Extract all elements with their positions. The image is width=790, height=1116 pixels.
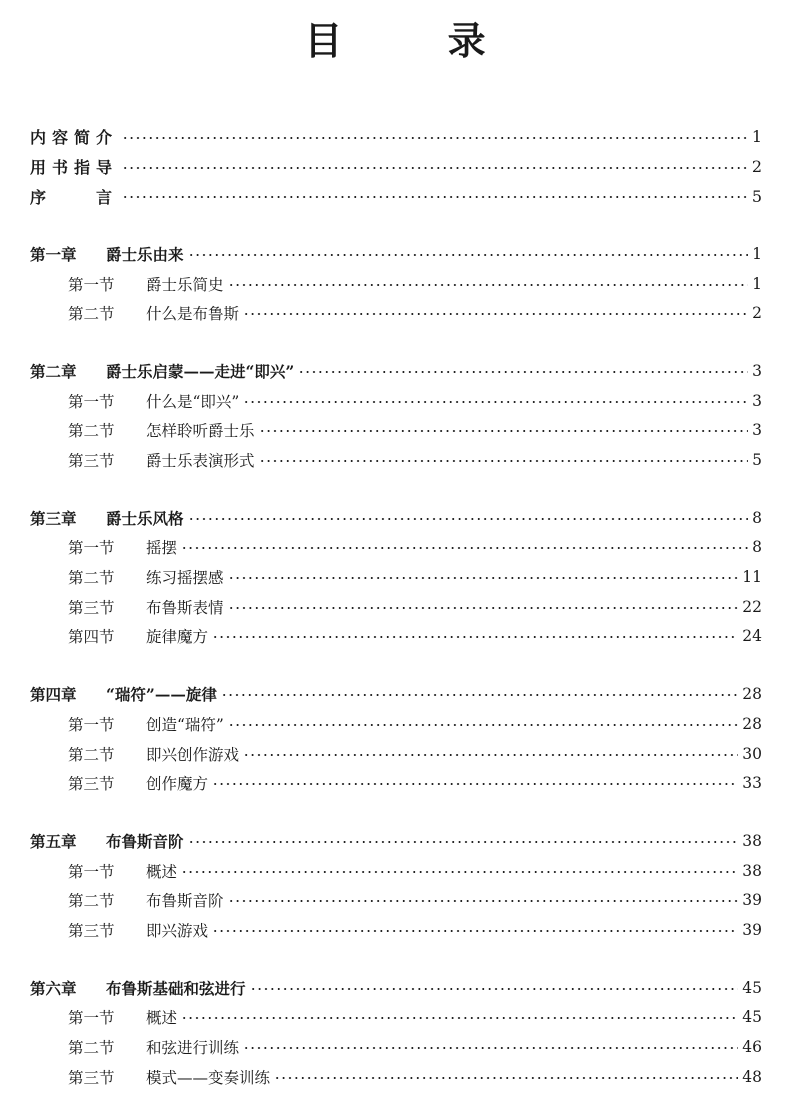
section-title: 什么是“即兴” (146, 392, 240, 411)
front-entry-label: 序 言 (30, 187, 119, 207)
dot-leader (212, 783, 738, 785)
dot-leader (243, 313, 748, 315)
chapter-number: 第五章 (30, 831, 77, 851)
page-number: 5 (751, 186, 762, 206)
section-label (68, 419, 255, 441)
page-number: 45 (742, 1008, 762, 1027)
section-label (68, 889, 224, 911)
section-number: 第二节 (68, 305, 115, 324)
page-number: 1 (751, 127, 762, 147)
chapter-number: 第六章 (30, 978, 77, 998)
table-of-contents (0, 122, 790, 1092)
page-number: 39 (742, 920, 762, 939)
section-number: 第三节 (68, 598, 115, 617)
dot-leader (228, 607, 739, 609)
toc-section-entry[interactable] (0, 269, 790, 299)
front-entry-label: 内容简介 (30, 128, 119, 148)
page-number: 46 (742, 1038, 762, 1057)
toc-section-entry[interactable] (0, 592, 790, 622)
dot-leader (259, 430, 748, 432)
toc-section-entry[interactable] (0, 1003, 790, 1033)
toc-section-entry[interactable] (0, 298, 790, 328)
section-number: 第二节 (68, 1039, 115, 1058)
section-number: 第四节 (68, 628, 115, 647)
section-number: 第一节 (68, 1009, 115, 1028)
section-label (68, 302, 239, 324)
chapter-number: 第一章 (30, 244, 77, 264)
chapter-title: 爵士乐由来 (106, 244, 184, 264)
section-title: 怎样聆听爵士乐 (146, 422, 255, 441)
page-number: 33 (742, 774, 762, 793)
section-number: 第二节 (68, 892, 115, 911)
page-number: 3 (752, 391, 762, 410)
section-number: 第二节 (68, 569, 115, 588)
section-label (68, 743, 239, 765)
chapter-title: 布鲁斯音阶 (106, 831, 184, 851)
section-title: 摇摆 (146, 539, 178, 558)
page-number: 48 (742, 1067, 762, 1086)
section-gap (0, 211, 790, 239)
page-number: 38 (742, 831, 762, 850)
page-number: 5 (752, 451, 762, 470)
toc-chapter-entry[interactable] (0, 239, 790, 269)
toc-section-entry[interactable] (0, 445, 790, 475)
dot-leader (181, 547, 748, 549)
section-label (68, 1066, 270, 1088)
section-label (68, 596, 224, 618)
section-title: 练习摇摆感 (146, 569, 224, 588)
chapter-label (30, 830, 184, 852)
toc-front-entry[interactable] (0, 152, 790, 182)
section-label (68, 772, 208, 794)
dot-leader (228, 577, 739, 579)
section-label (68, 625, 208, 647)
page-number: 11 (742, 568, 762, 587)
section-label (68, 1006, 177, 1028)
chapter-number: 第三章 (30, 508, 77, 528)
page-number: 3 (752, 421, 762, 440)
toc-section-entry[interactable] (0, 885, 790, 915)
section-number: 第一节 (68, 862, 115, 881)
section-title: 布鲁斯表情 (146, 598, 224, 617)
toc-section-entry[interactable] (0, 709, 790, 739)
toc-front-entry[interactable] (0, 181, 790, 211)
toc-section-entry[interactable] (0, 915, 790, 945)
page-number: 8 (752, 538, 762, 557)
toc-section-entry[interactable] (0, 622, 790, 652)
page-number: 1 (752, 244, 762, 263)
dot-leader (228, 724, 738, 726)
section-label (68, 273, 224, 295)
section-number: 第三节 (68, 452, 115, 471)
section-number: 第二节 (68, 422, 115, 441)
section-label (68, 566, 224, 588)
toc-section-entry[interactable] (0, 1062, 790, 1092)
toc-section-entry[interactable] (0, 533, 790, 563)
dot-leader (221, 694, 738, 696)
section-number: 第二节 (68, 745, 115, 764)
toc-section-entry[interactable] (0, 856, 790, 886)
page-number: 38 (742, 861, 762, 880)
toc-chapter-entry[interactable] (0, 503, 790, 533)
section-label (68, 536, 177, 558)
dot-leader (259, 460, 748, 462)
toc-chapter-entry[interactable] (0, 973, 790, 1003)
chapter-number: 第二章 (30, 361, 77, 381)
section-number: 第三节 (68, 775, 115, 794)
page-number: 3 (752, 361, 762, 380)
section-gap (0, 798, 790, 826)
section-title: 爵士乐简史 (146, 275, 224, 294)
section-number: 第一节 (68, 275, 115, 294)
section-gap (0, 328, 790, 356)
page-number: 8 (752, 508, 762, 527)
toc-chapter-entry[interactable] (0, 679, 790, 709)
section-title: 模式——变奏训练 (146, 1068, 271, 1087)
section-title: 创作魔方 (146, 775, 209, 794)
section-title: 旋律魔方 (146, 628, 209, 647)
page-number: 45 (742, 978, 762, 997)
toc-section-entry[interactable] (0, 386, 790, 416)
section-label (68, 1036, 239, 1058)
toc-chapter-entry[interactable] (0, 356, 790, 386)
dot-leader (298, 371, 748, 373)
dot-leader (243, 1047, 738, 1049)
chapter-label (30, 507, 184, 529)
dot-leader (122, 137, 748, 139)
toc-chapter-entry[interactable] (0, 826, 790, 856)
section-number: 第三节 (68, 1068, 115, 1087)
dot-leader (188, 518, 748, 520)
dot-leader (250, 988, 739, 990)
page-number: 28 (742, 685, 762, 704)
section-title: 即兴创作游戏 (146, 745, 240, 764)
page-number: 28 (742, 714, 762, 733)
section-title: 布鲁斯音阶 (146, 892, 224, 911)
section-title: 概述 (146, 1009, 178, 1028)
dot-leader (181, 1017, 738, 1019)
page-number: 2 (752, 304, 762, 323)
page-number: 30 (742, 744, 762, 763)
page-title: 目 录 (304, 18, 532, 63)
section-number: 第一节 (68, 392, 115, 411)
dot-leader (228, 900, 739, 902)
chapter-title: 爵士乐风格 (106, 508, 184, 528)
chapter-title: 布鲁斯基础和弦进行 (106, 978, 246, 998)
section-label (68, 860, 177, 882)
page-number: 24 (742, 627, 762, 646)
page-number: 1 (752, 274, 762, 293)
toc-section-entry[interactable] (0, 768, 790, 798)
dot-leader (243, 401, 748, 403)
toc-section-entry[interactable] (0, 739, 790, 769)
section-label (68, 390, 239, 412)
section-title: 和弦进行训练 (146, 1039, 240, 1058)
section-gap (0, 475, 790, 503)
page-number: 39 (742, 891, 762, 910)
section-title: 即兴游戏 (146, 921, 209, 940)
dot-leader (212, 930, 738, 932)
toc-section-entry[interactable] (0, 1032, 790, 1062)
section-number: 第三节 (68, 921, 115, 940)
chapter-label (30, 360, 294, 382)
section-title: 创造“瑞符” (146, 715, 224, 734)
chapter-label (30, 683, 217, 705)
dot-leader (188, 841, 739, 843)
toc-section-entry[interactable] (0, 562, 790, 592)
section-label (68, 919, 208, 941)
section-title: 概述 (146, 862, 178, 881)
dot-leader (181, 871, 738, 873)
dot-leader (122, 196, 748, 198)
dot-leader (188, 254, 748, 256)
chapter-title: 爵士乐启蒙——走进“即兴” (106, 361, 295, 381)
dot-leader (212, 636, 738, 638)
toc-front-entry[interactable] (0, 122, 790, 152)
toc-section-entry[interactable] (0, 416, 790, 446)
section-gap (0, 651, 790, 679)
page-number: 2 (751, 157, 762, 177)
dot-leader (274, 1077, 738, 1079)
section-gap (0, 945, 790, 973)
dot-leader (243, 754, 738, 756)
front-entry-label: 用书指导 (30, 158, 119, 178)
section-title: 爵士乐表演形式 (146, 452, 255, 471)
chapter-title: “瑞符”——旋律 (106, 685, 217, 705)
dot-leader (122, 167, 748, 169)
section-label (68, 449, 255, 471)
section-label (68, 713, 224, 735)
section-number: 第一节 (68, 539, 115, 558)
section-title: 什么是布鲁斯 (146, 305, 240, 324)
chapter-number: 第四章 (30, 685, 77, 705)
page-number: 22 (742, 597, 762, 616)
dot-leader (228, 284, 748, 286)
chapter-label (30, 243, 184, 265)
section-number: 第一节 (68, 715, 115, 734)
chapter-label (30, 977, 246, 999)
